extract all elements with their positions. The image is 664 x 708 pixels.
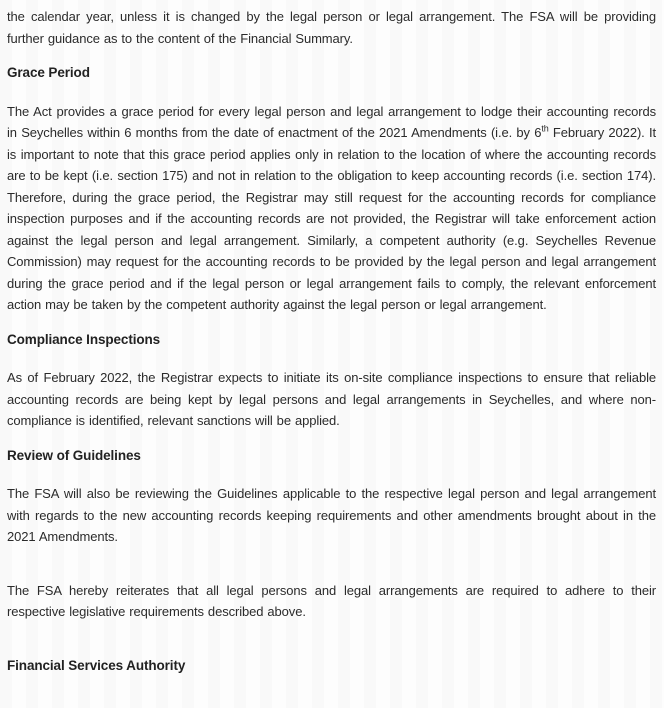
superscript-ordinal: th bbox=[541, 123, 549, 134]
grace-period-paragraph: The Act provides a grace period for every legal person and legal arrangement to lodge their accounting records in Seychelles within 6 months from the date of enactment of the 2021 Amendments (i.e. by 6th February 2022). It is important to note that this grace period applies only in relation to the location of where the accounting records are to be kept (i.e. section 175) and not in relation to the obligation to keep accounting records (i.e. section 174). Therefore, during the grace period, the Registrar may still request for the accounting records for compliance inspection purposes and if the accounting records are not provided, the Registrar will take enforcement action against the legal person and legal arrangement. Similarly, a competent authority (e.g. Seychelles Revenue Commission) may request for the accounting records to be provided by the legal person and legal arrangement during the grace period and if the legal person or legal arrangement fails to comply, the relevant enforcement action may be taken by the competent authority against the legal person or legal arrangement. bbox=[7, 103, 656, 312]
review-of-guidelines-paragraph: The FSA will also be reviewing the Guidelines applicable to the respective legal person and legal arrangement with regards to the new accounting records keeping requirements and other amendments brought about in the 2021 Amendments. bbox=[7, 486, 656, 544]
document-content bbox=[7, 6, 656, 676]
closing-reiteration-paragraph: The FSA hereby reiterates that all legal persons and legal arrangements are required to adhere to their respective legislative requirements described above. bbox=[7, 582, 656, 619]
heading-grace-period: Grace Period bbox=[7, 65, 90, 80]
heading-compliance-inspections: Compliance Inspections bbox=[7, 331, 161, 347]
heading-financial-services-authority: Financial Services Authority bbox=[7, 657, 186, 673]
intro-continuation-paragraph: the calendar year, unless it is changed by the legal person or legal arrangement. The FSA will be providing further guidance as to the content of the Financial Summary. bbox=[7, 9, 656, 46]
heading-review-of-guidelines: Review of Guidelines bbox=[7, 447, 141, 463]
compliance-inspections-paragraph: As of February 2022, the Registrar expects to initiate its on-site compliance inspections to ensure that reliable accounting records are being kept by legal persons and legal arrangements in Seychelles, and where non-compliance is identified, relevant sanctions will be applied. bbox=[7, 370, 656, 428]
